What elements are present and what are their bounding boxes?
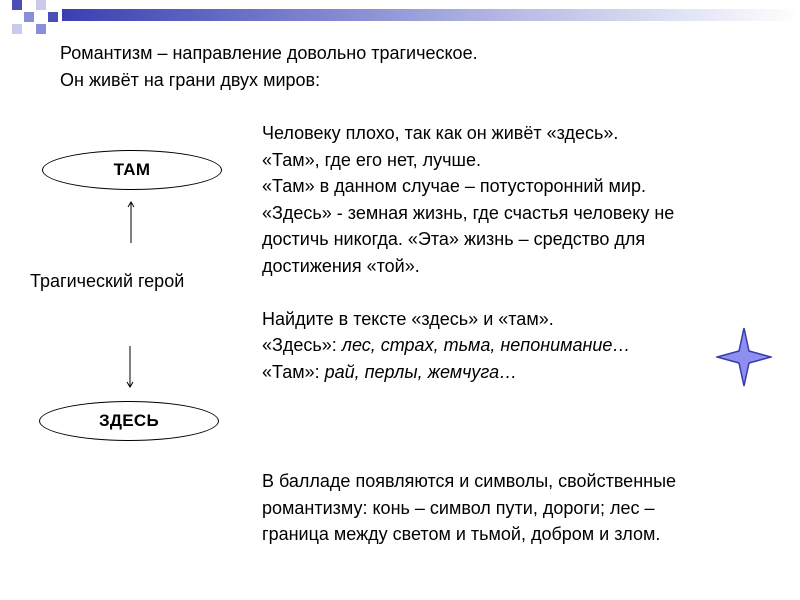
- explanation-line: «Там» в данном случае – потусторонний мир.: [262, 176, 646, 196]
- explanation-line: Человеку плохо, так как он живёт «здесь».: [262, 123, 619, 143]
- decor-square: [12, 24, 22, 34]
- there-examples-line: [262, 359, 782, 386]
- worlds-diagram: [30, 140, 250, 450]
- here-examples-line: [262, 332, 782, 359]
- explanation-block: [262, 120, 782, 385]
- explanation-line: достижения «той».: [262, 255, 420, 276]
- here-examples: лес, страх, тьма, непонимание…: [341, 335, 631, 355]
- here-prefix: «Здесь»:: [262, 335, 342, 355]
- there-label: ТАМ: [113, 160, 151, 179]
- here-label: ЗДЕСЬ: [98, 411, 160, 430]
- there-prefix: «Там»:: [262, 361, 325, 382]
- decor-square: [36, 0, 46, 10]
- intro-text: [60, 40, 700, 94]
- tragic-hero-label: Трагический герой: [30, 271, 185, 291]
- up-arrow-icon: [126, 201, 136, 243]
- decor-square: [36, 24, 46, 34]
- explanation-line: «Там», где его нет, лучше.: [262, 149, 481, 170]
- spacer: [262, 279, 782, 306]
- explanation-line: достичь никогда. «Эта» жизнь – средство для: [262, 229, 646, 249]
- ballad-line: романтизму: конь – символ пути, дороги; лес –: [262, 497, 655, 518]
- ballad-line: граница между светом и тьмой, добром и злом.: [262, 524, 661, 544]
- decor-square: [24, 12, 34, 22]
- task-prompt: Найдите в тексте «здесь» и «там».: [262, 308, 554, 329]
- down-arrow-icon: [125, 346, 135, 388]
- header-gradient-band: [62, 9, 800, 21]
- intro-line: Он живёт на грани двух миров:: [60, 70, 321, 90]
- intro-line: Романтизм – направление довольно трагическое.: [60, 43, 478, 63]
- here-oval: [39, 401, 219, 441]
- there-oval: [42, 150, 222, 190]
- there-examples: рай, перлы, жемчуга…: [324, 361, 518, 382]
- ballad-text: [262, 468, 792, 548]
- decor-square: [48, 12, 58, 22]
- star-icon: [716, 327, 772, 387]
- header-decoration-squares: [0, 0, 60, 40]
- explanation-line: «Здесь» - земная жизнь, где счастья человеку не: [262, 202, 675, 223]
- decor-square: [12, 0, 22, 10]
- ballad-line: В балладе появляются и символы, свойственные: [262, 471, 677, 491]
